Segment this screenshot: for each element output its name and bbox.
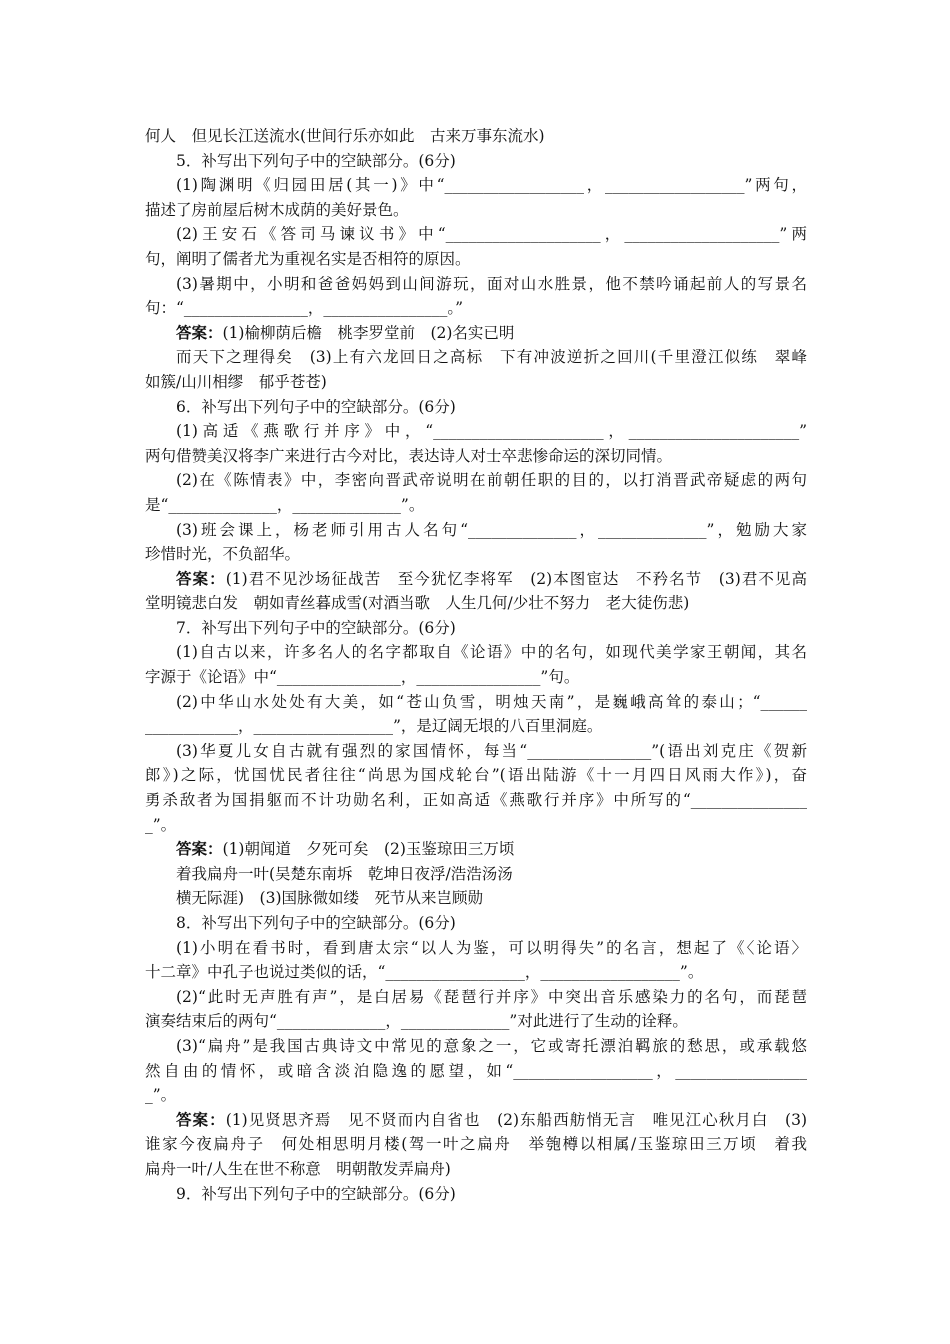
answer-label: 答案： [176, 1109, 226, 1129]
text-line: 扁舟一叶/人生在世不称意 明朝散发弄扁舟) [145, 1159, 451, 1178]
text-line: 而天下之理得矣 (3)上有六龙回日之高标 下有冲波逆折之回川(千里澄江似练 翠峰 [176, 348, 807, 367]
text-line: (1)高适《燕歌行并序》中，“______________________，______________________” [176, 422, 807, 441]
text-line: (2)王安石《答司马谏议书》中“____________________，____________________”两 [176, 225, 807, 244]
text-line [145, 567, 807, 592]
text-line: 横无际涯) (3)国脉微如缕 死节从来岂顾勋 [176, 889, 484, 908]
text-line: 9．补写出下列句子中的空缺部分。(6分) [176, 1184, 456, 1203]
document-page [145, 124, 807, 1206]
text-line: (3)暑期中，小明和爸爸妈妈到山间游玩，面对山水胜景，他不禁吟诵起前人的写景名 [176, 274, 807, 293]
text-line: 何人 但见长江送流水(世间行乐亦如此 古来万事东流水) [145, 127, 545, 145]
answer-label: 答案： [176, 322, 223, 342]
text-line: (1)小明在看书时，看到唐太宗“以人为鉴，可以明得失”的名言，想起了《〈论语〉 [176, 938, 807, 957]
answer-text: (1)朝闻道 夕死可矣 (2)玉鉴琼田三万顷 [222, 840, 515, 859]
text-line: 堂明镜悲白发 朝如青丝暮成雪(对酒当歌 人生几何/少壮不努力 老大徒伤悲) [145, 594, 690, 613]
text-line: 如簇/山川相缪 郁乎苍苍) [145, 372, 327, 391]
text-line [145, 1108, 807, 1133]
text-line: 句，阐明了儒者尤为重视名实是否相符的原因。 [145, 249, 471, 268]
answer-label: 答案： [176, 568, 226, 588]
text-line: 6．补写出下列句子中的空缺部分。(6分) [176, 397, 456, 416]
text-line: (2)“此时无声胜有声”，是白居易《琵琶行并序》中突出音乐感染力的名句，而琵琶 [176, 987, 807, 1006]
text-line [145, 837, 807, 862]
text-line: (1)自古以来，许多名人的名字都取自《论语》中的名句，如现代美学家王朝闻，其名 [176, 643, 807, 662]
text-line: 郎》)之际，忧国忧民者往往“尚思为国戍轮台”(语出陆游《十一月四日风雨大作》)，奋 [145, 766, 807, 785]
text-line: 演奏结束后的两句“______________，______________”对此进行了生动的诠释。 [145, 1012, 688, 1031]
text-line: 5．补写出下列句子中的空缺部分。(6分) [176, 151, 456, 170]
answer-label: 答案： [176, 839, 223, 859]
text-line: (3)“扁舟”是我国古典诗文中常见的意象之一，它或寄托漂泊羁旅的愁思，或承载悠 [176, 1036, 807, 1055]
text-line: 珍惜时光，不负韶华。 [145, 545, 301, 564]
text-line: (2)在《陈情表》中，李密向晋武帝说明在前朝任职的目的，以打消晋武帝疑虑的两句 [176, 471, 807, 490]
text-line: 是“______________，______________”。 [145, 495, 425, 514]
text-line: _”。 [145, 815, 177, 834]
answer-text: (1)榆柳荫后檐 桃李罗堂前 (2)名实已明 [222, 323, 515, 342]
text-line: 句：“________________，________________。” [145, 299, 464, 318]
text-line: 8．补写出下列句子中的空缺部分。(6分) [176, 914, 456, 932]
text-line: (3)华夏儿女自古就有强烈的家国情怀，每当“________________”(语出刘克庄《贺新 [176, 741, 807, 760]
text-line: 描述了房前屋后树木成荫的美好景色。 [145, 200, 409, 219]
text-line: 然自由的情怀，或暗含淡泊隐逸的愿望，如“__________________，_________________ [145, 1061, 807, 1080]
text-line: (3)班会课上，杨老师引用古人名句“______________，______________”，勉励大家 [176, 520, 807, 539]
answer-text: (1)君不见沙场征战苦 至今犹忆李将军 (2)本图宦达 不矜名节 (3)君不见高 [225, 569, 807, 588]
text-line: 十二章》中孔子也说过类似的话，“__________________，__________________”。 [145, 963, 704, 982]
text-line: 两句借赞美汉将李广来进行古今对比，表达诗人对士卒悲惨命运的深切同情。 [145, 446, 673, 465]
text-line: 谁家今夜扁舟子 何处相思明月楼(驾一叶之扁舟 举匏樽以相属/玉鉴琼田三万顷 着我 [145, 1135, 807, 1154]
text-line: 字源于《论语》中“________________，________________”句。 [145, 668, 580, 687]
text-line: ____________，__________________”，是辽阔无垠的八百里洞庭。 [145, 717, 603, 736]
text-line: 勇杀敌者为国捐躯而不计功勋名利，正如高适《燕歌行并序》中所写的“_______________ [145, 791, 807, 810]
text-line: 着我扁舟一叶(吴楚东南坼 乾坤日夜浮/浩浩汤汤 [176, 864, 513, 883]
text-line: _”。 [145, 1086, 177, 1105]
text-line: 7．补写出下列句子中的空缺部分。(6分) [176, 618, 456, 637]
text-line [145, 321, 807, 346]
answer-text: (1)见贤思齐焉 见不贤而内自省也 (2)东船西舫悄无言 唯见江心秋月白 (3) [225, 1110, 807, 1129]
text-line: (2)中华山水处处有大美，如“苍山负雪，明烛天南”，是巍峨高耸的泰山；“______ [176, 692, 807, 711]
text-line: (1)陶渊明《归园田居(其一)》中“__________________，__________________”两句， [176, 176, 807, 195]
